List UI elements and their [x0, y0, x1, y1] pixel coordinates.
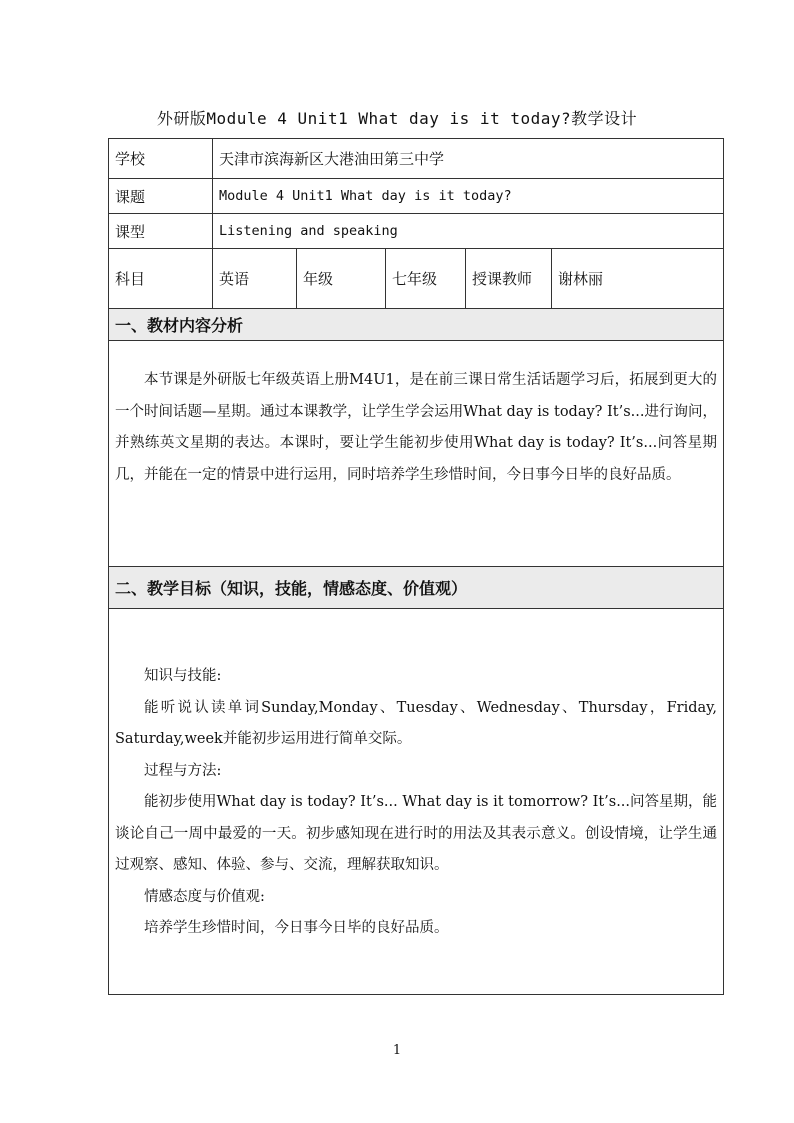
process-text: 能初步使用What day is today? It’s... What day is it tomorrow? It’s...问答星期，能谈论自己一周中最爱的一天。初步感知现在进行时的用法及其表示意义。创设情境，让学生通过观察、感知、体验、参与、交流，理解获取知识。 [115, 794, 718, 873]
lesson-type-label: 课型 [109, 214, 213, 249]
section2-body-row [109, 609, 724, 995]
row-topic [109, 179, 724, 214]
subject-label: 科目 [109, 249, 213, 309]
section2-heading-row [109, 567, 724, 609]
section1-heading-row [109, 309, 724, 341]
school-value: 天津市滨海新区大港油田第三中学 [213, 139, 724, 179]
emotion-label: 情感态度与价值观: [144, 888, 265, 905]
row-lesson-type [109, 214, 724, 249]
lesson-plan-table [108, 138, 724, 995]
knowledge-text: 能听说认读单词Sunday,Monday、Tuesday、Wednesday、Thursday，Friday, Saturday,week并能初步运用进行简单交际。 [115, 699, 718, 747]
section2-body [109, 609, 724, 995]
topic-value: Module 4 Unit1 What day is it today? [213, 179, 724, 214]
section1-paragraph: 本节课是外研版七年级英语上册M4U1，是在前三课日常生活话题学习后，拓展到更大的一个时间话题—星期。通过本课教学，让学生学会运用What day is today? It’s...进行询问，并熟练英文星期的表达。本课时，要让学生能初步使用What day is today? It’s...问答星期几，并能在一定的情景中进行运用，同时培养学生珍惜时间，今日事今日毕的良好品质。 [115, 372, 718, 483]
teacher-label: 授课教师 [466, 249, 552, 309]
grade-label: 年级 [297, 249, 386, 309]
section1-heading: 一、教材内容分析 [109, 309, 724, 341]
row-school [109, 139, 724, 179]
lesson-type-value: Listening and speaking [213, 214, 724, 249]
section1-body-row [109, 341, 724, 567]
process-label: 过程与方法: [144, 762, 222, 779]
document-title: 外研版Module 4 Unit1 What day is it today?教学设计 [156, 109, 638, 128]
topic-label: 课题 [109, 179, 213, 214]
knowledge-label: 知识与技能: [144, 668, 222, 684]
emotion-text: 培养学生珍惜时间，今日事今日毕的良好品质。 [144, 920, 449, 936]
teacher-value: 谢林丽 [552, 249, 724, 309]
subject-value: 英语 [213, 249, 297, 309]
section2-heading: 二、教学目标（知识，技能，情感态度、价值观） [109, 567, 724, 609]
section1-body [109, 341, 724, 567]
page-number: 1 [392, 1043, 402, 1058]
row-subject [109, 249, 724, 309]
grade-value: 七年级 [386, 249, 466, 309]
school-label: 学校 [109, 139, 213, 179]
